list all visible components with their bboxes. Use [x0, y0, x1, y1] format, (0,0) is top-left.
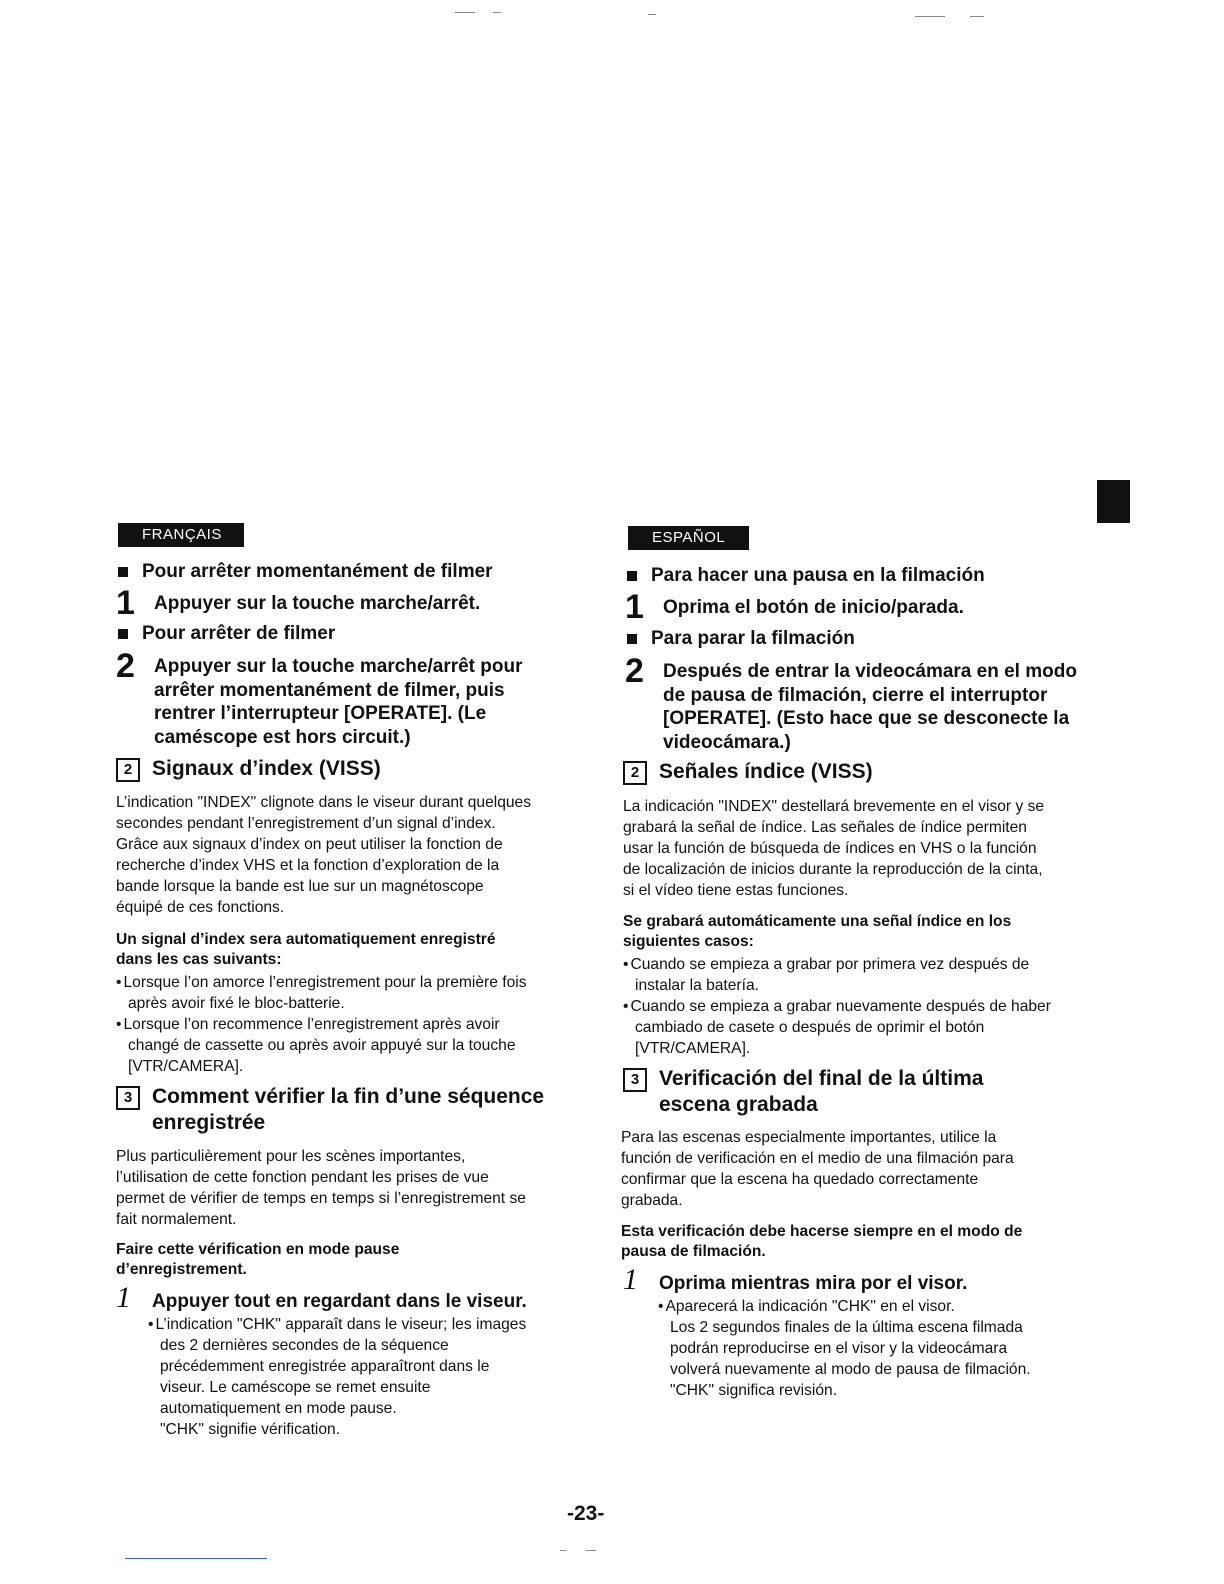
pause-heading: Para hacer una pausa en la filmación — [625, 564, 1081, 588]
section-tab-marker — [1097, 480, 1130, 523]
step-text: Oprima mientras mira por el visor. — [659, 1273, 968, 1294]
list-item: • Cuando se empieza a grabar por primera vez después de instalar la batería. — [623, 954, 1053, 996]
section-bold-note: Un signal d’index sera automatiquement enregistré dans les cas suivants: — [116, 931, 496, 968]
scan-mark — [970, 16, 984, 17]
list-item: • Lorsque l’on amorce l’enregistrement pour la première fois après avoir fixé le bloc-batterie. — [116, 972, 536, 1014]
check-step — [623, 1263, 1079, 1296]
step-text: Appuyer tout en regardant dans le viseur. — [152, 1291, 527, 1312]
scan-mark — [493, 12, 501, 13]
stop-heading: Para parar la filmación — [625, 627, 1081, 651]
step-number: 2 — [116, 647, 135, 685]
section-title: Verificación del final de la última escena grabada — [659, 1067, 984, 1116]
bullet-list — [116, 972, 536, 1077]
bullet-list — [623, 954, 1053, 1059]
step-2 — [625, 652, 1083, 754]
check-step — [116, 1281, 582, 1314]
section-number-box: 3 — [623, 1068, 647, 1092]
list-item: • Cuando se empieza a grabar nuevamente después de haber cambiado de casete o después de oprimir el botón [VTR/CAMERA]. — [623, 996, 1053, 1059]
scan-mark — [648, 14, 656, 15]
section-bold-note: Esta verificación debe hacerse siempre en el modo de pausa de filmación. — [621, 1223, 1023, 1260]
section-heading-index — [623, 759, 1089, 785]
section-title: Comment vérifier la fin d’une séquence enregistrée — [152, 1085, 545, 1134]
scan-mark — [560, 1550, 566, 1551]
footer-rule — [125, 1558, 267, 1559]
section-heading-check — [623, 1066, 1059, 1118]
scan-mark — [455, 12, 475, 13]
scan-mark — [915, 16, 945, 17]
section-title: Signaux d’index (VISS) — [152, 757, 381, 780]
step-number: 1 — [116, 1281, 131, 1314]
step-text: Después de entrar la videocámara en el modo de pausa de filmación, cierre el interruptor [OPERATE]. (Esto hace que se desconecte la videocámara.) — [663, 661, 1077, 753]
section-body: Plus particulièrement pour les scènes importantes, l’utilisation de cette fonction pendant les prises de vue permet de vérifier de temps en temps si l’enregistrement se fait normalement. — [116, 1148, 526, 1228]
step-number: 1 — [625, 588, 644, 626]
step-details — [660, 1296, 1050, 1401]
list-item: • Lorsque l’on recommence l’enregistrement après avoir changé de cassette ou après avoir appuyé sur la touche [VTR/CAMERA]. — [116, 1014, 536, 1077]
section-heading-check — [116, 1084, 582, 1136]
page-number: -23- — [567, 1502, 605, 1525]
stop-heading: Pour arrêter de filmer — [116, 622, 562, 646]
step-number: 1 — [116, 584, 135, 622]
step-bullet: • L’indication "CHK" apparaît dans le viseur; les images des 2 dernières secondes de la séquence précédemment enregistrée apparaîtront dans le viseur. Le caméscope se remet ensuite automatiquement en mode pause. — [150, 1314, 530, 1419]
step-1 — [625, 588, 1093, 626]
section-number-box: 2 — [623, 761, 647, 785]
pause-heading: Pour arrêter momentanément de filmer — [116, 560, 562, 584]
step-note: Los 2 segundos finales de la última escena filmada podrán reproducirse en el visor y la videocámara volverá nuevamente al modo de pausa de filmación. "CHK" significa revisión. — [670, 1319, 1031, 1399]
step-text: Oprima el botón de inicio/parada. — [663, 597, 964, 618]
step-number: 1 — [623, 1263, 638, 1296]
section-number-box: 3 — [116, 1086, 140, 1110]
section-heading-index — [116, 756, 582, 782]
step-1 — [116, 584, 574, 622]
step-number: 2 — [625, 652, 644, 690]
step-bullet: • Aparecerá la indicación "CHK" en el visor. — [660, 1296, 1050, 1317]
step-details — [150, 1314, 530, 1440]
section-body: L’indication "INDEX" clignote dans le viseur durant quelques secondes pendant l’enregistrement d’un signal d’index. Grâce aux signaux d’index on peut utiliser la fonction de recherche d’index VHS et la fonction d’exploration de la bande lorsque la bande est lue sur un magnétoscope équipé de ces fonctions. — [116, 794, 532, 916]
step-2 — [116, 647, 554, 749]
section-bold-note: Se grabará automáticamente una señal índice en los siguientes casos: — [623, 913, 1012, 950]
section-bold-note: Faire cette vérification en mode pause d’enregistrement. — [116, 1241, 400, 1278]
lang-label-spanish: ESPAÑOL — [628, 526, 749, 550]
step-text: Appuyer sur la touche marche/arrêt. — [154, 593, 481, 614]
section-body: Para las escenas especialmente importantes, utilice la función de verificación en el medio de una filmación para confirmar que la escena ha quedado correctamente grabada. — [621, 1129, 1014, 1209]
step-text: Appuyer sur la touche marche/arrêt pour arrêter momentanément de filmer, puis rentrer l’interrupteur [OPERATE]. (Le caméscope est hors circuit.) — [154, 656, 523, 748]
section-title: Señales índice (VISS) — [659, 760, 873, 783]
section-body: La indicación "INDEX" destellará brevemente en el visor y se grabará la señal de índice. Las señales de índice permiten usar la función de búsqueda de índices en VHS o la función de localización de inicios durante la reproducción de la cinta, si el vídeo tiene estas funciones. — [623, 798, 1045, 899]
lang-label-french: FRANÇAIS — [118, 523, 244, 547]
scan-mark — [586, 1550, 596, 1551]
section-number-box: 2 — [116, 758, 140, 782]
step-note: "CHK" signifie vérification. — [160, 1421, 341, 1438]
